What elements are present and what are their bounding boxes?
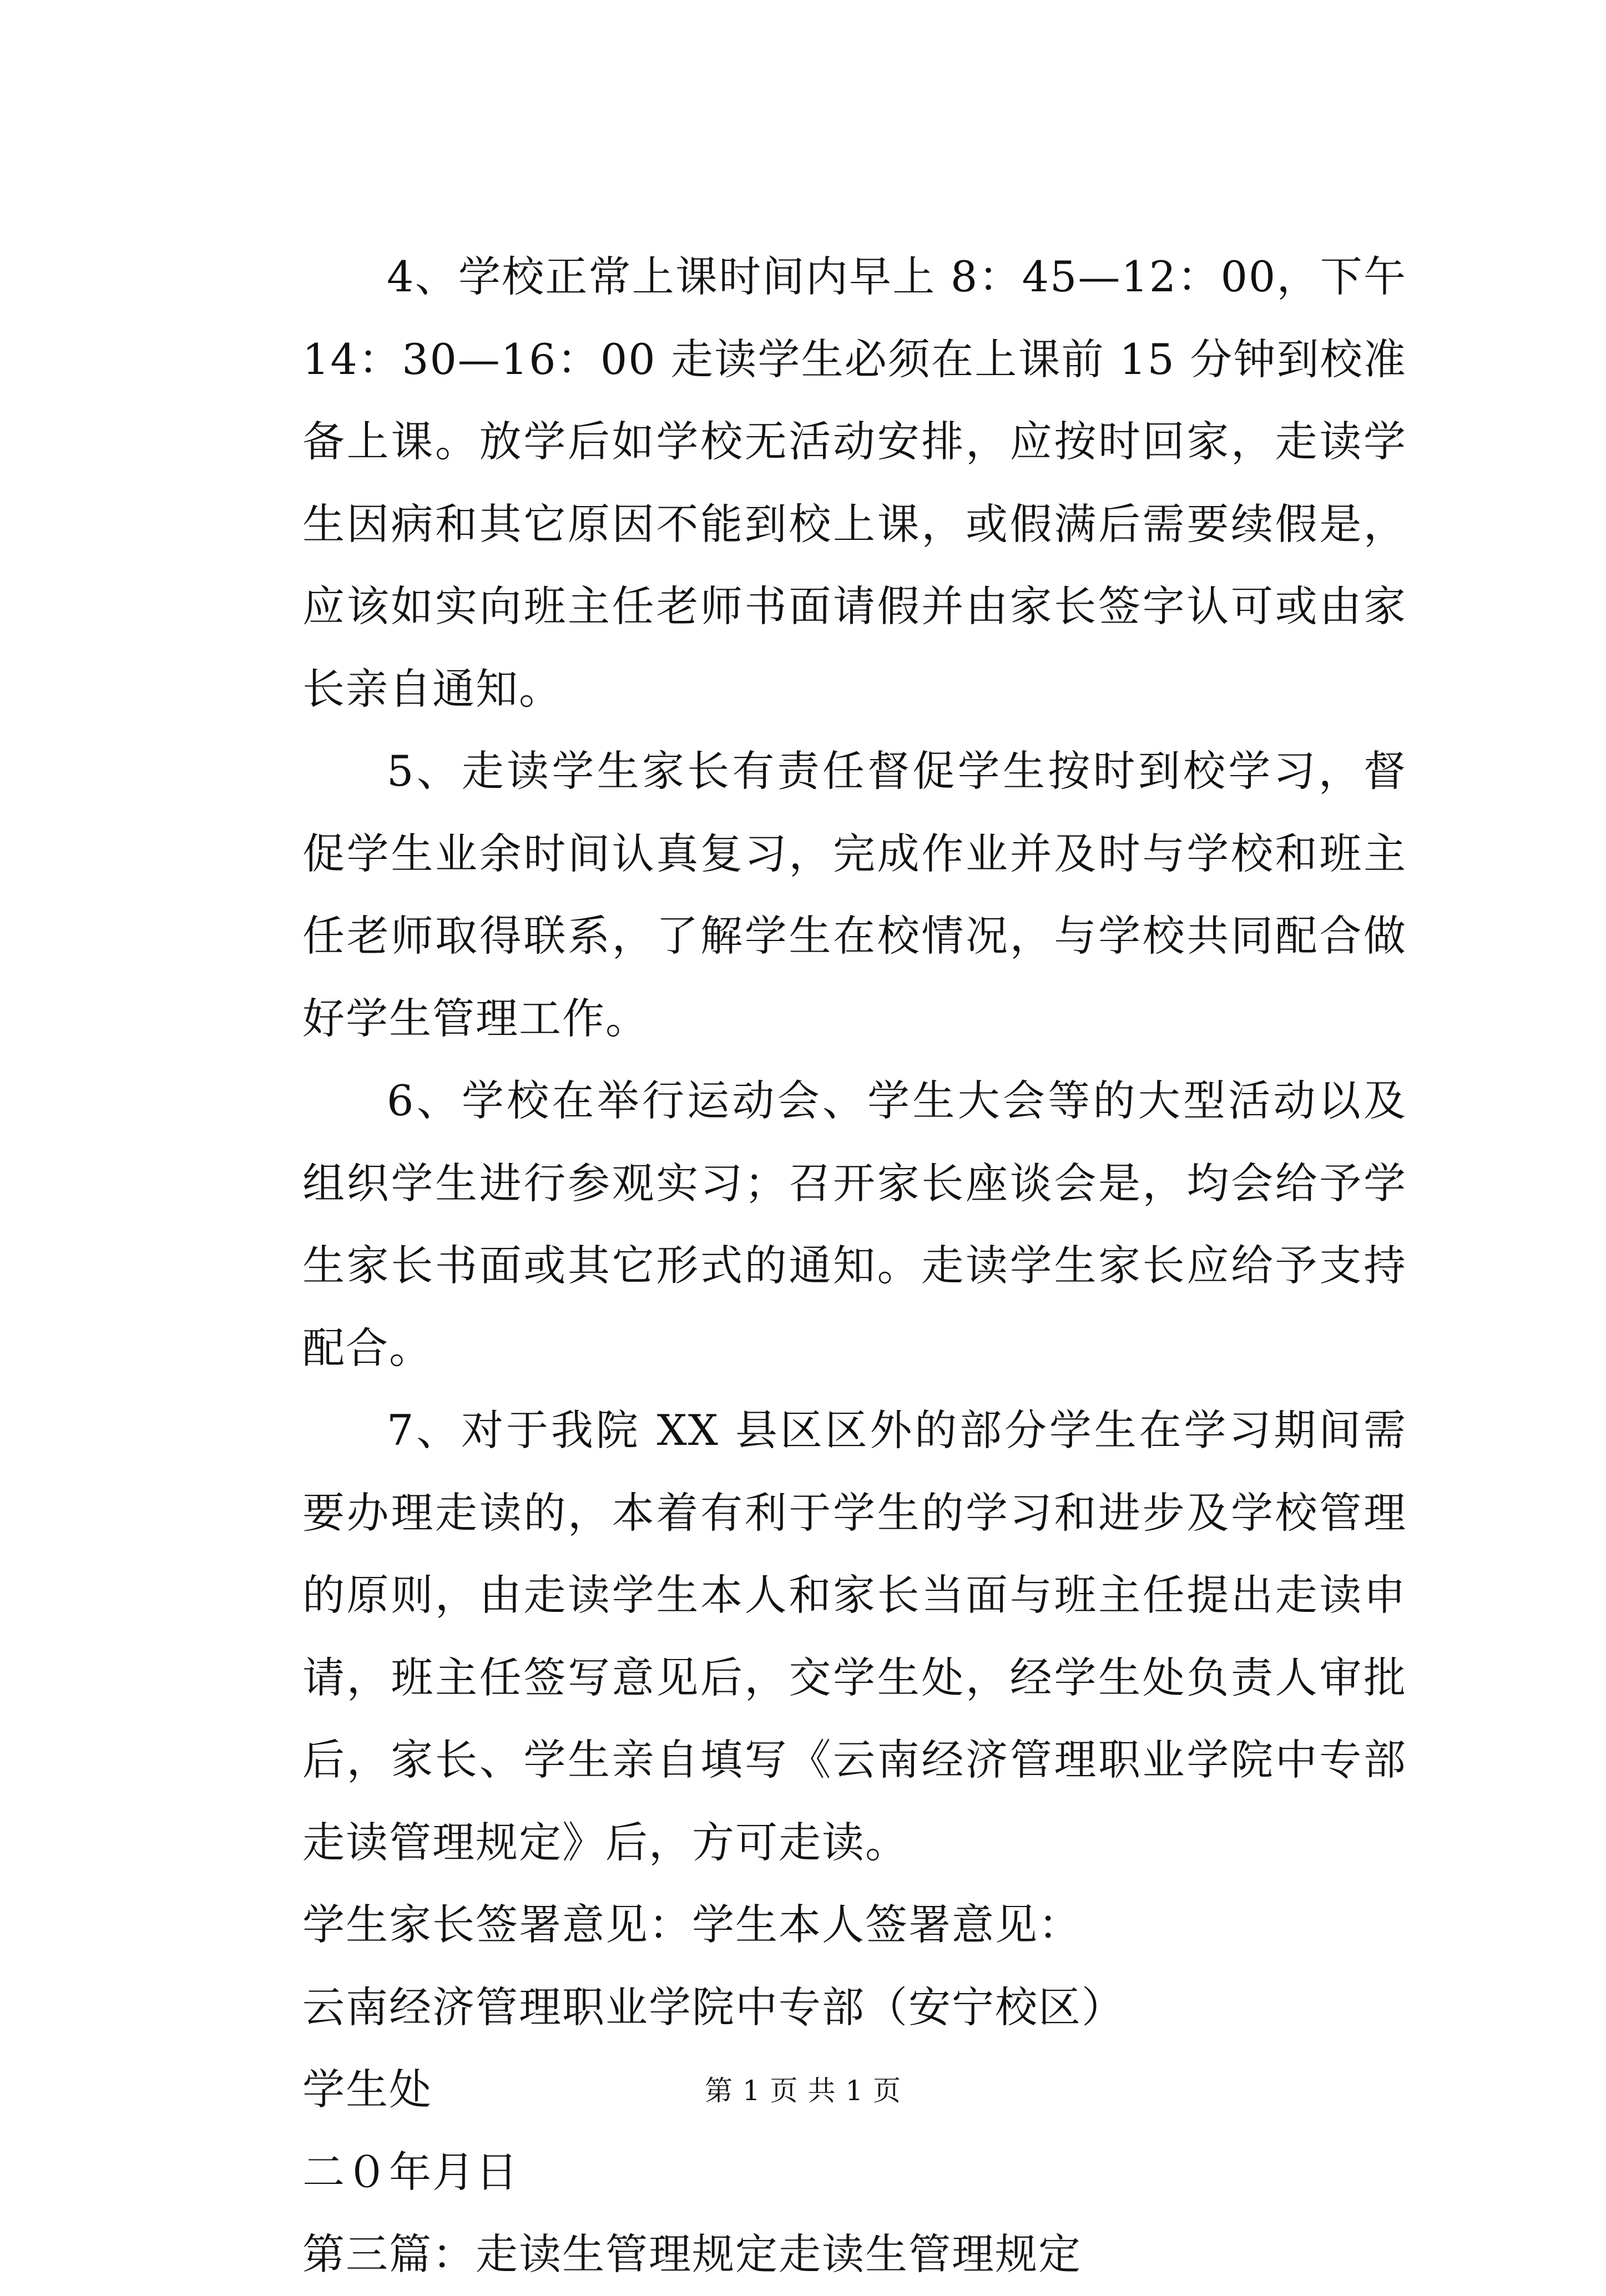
institution-name: 云南经济管理职业学院中专部（安宁校区） — [302, 1982, 1125, 2032]
paragraph-rule-4: 4、学校正常上课时间内早上 8：45—12：00，下午 14：30—16：00 走读学生必须在上课前 15 分钟到校准备上课。放学后如学校无活动安排，应按时回家，走读学生因病和其它原因不能到校上课，或假满后需要续假是，应该如实向班主任老师书面请假并由家长签字认可或由家长亲自通知。 — [302, 252, 1407, 714]
section-heading: 第三篇：走读生管理规定走读生管理规定 — [302, 2229, 1082, 2279]
paragraph-rule-7: 7、对于我院 XX 县区区外的部分学生在学习期间需要办理走读的，本着有利于学生的学习和进步及学校管理的原则，由走读学生本人和家长当面与班主任提出走读申请，班主任签写意见后，交学生处，经学生处负责人审批后，家长、学生亲自填写《云南经济管理职业学院中专部走读管理规定》后，方可走读。 — [302, 1405, 1407, 1867]
signature-line: 学生家长签署意见：学生本人签署意见： — [302, 1900, 1082, 1949]
date-line: 二０年月日 — [302, 2147, 519, 2197]
document-body — [302, 236, 1407, 2296]
paragraph-rule-5: 5、走读学生家长有责任督促学生按时到校学习，督促学生业余时间认真复习，完成作业并及时与学校和班主任老师取得联系，了解学生在校情况，与学校共同配合做好学生管理工作。 — [302, 746, 1407, 1043]
page-footer: 第 1 页 共 1 页 — [704, 2075, 902, 2107]
department-name: 学生处 — [302, 2065, 432, 2114]
paragraph-rule-6: 6、学校在举行运动会、学生大会等的大型活动以及组织学生进行参观实习；召开家长座谈会是，均会给予学生家长书面或其它形式的通知。走读学生家长应给予支持配合。 — [302, 1076, 1407, 1373]
